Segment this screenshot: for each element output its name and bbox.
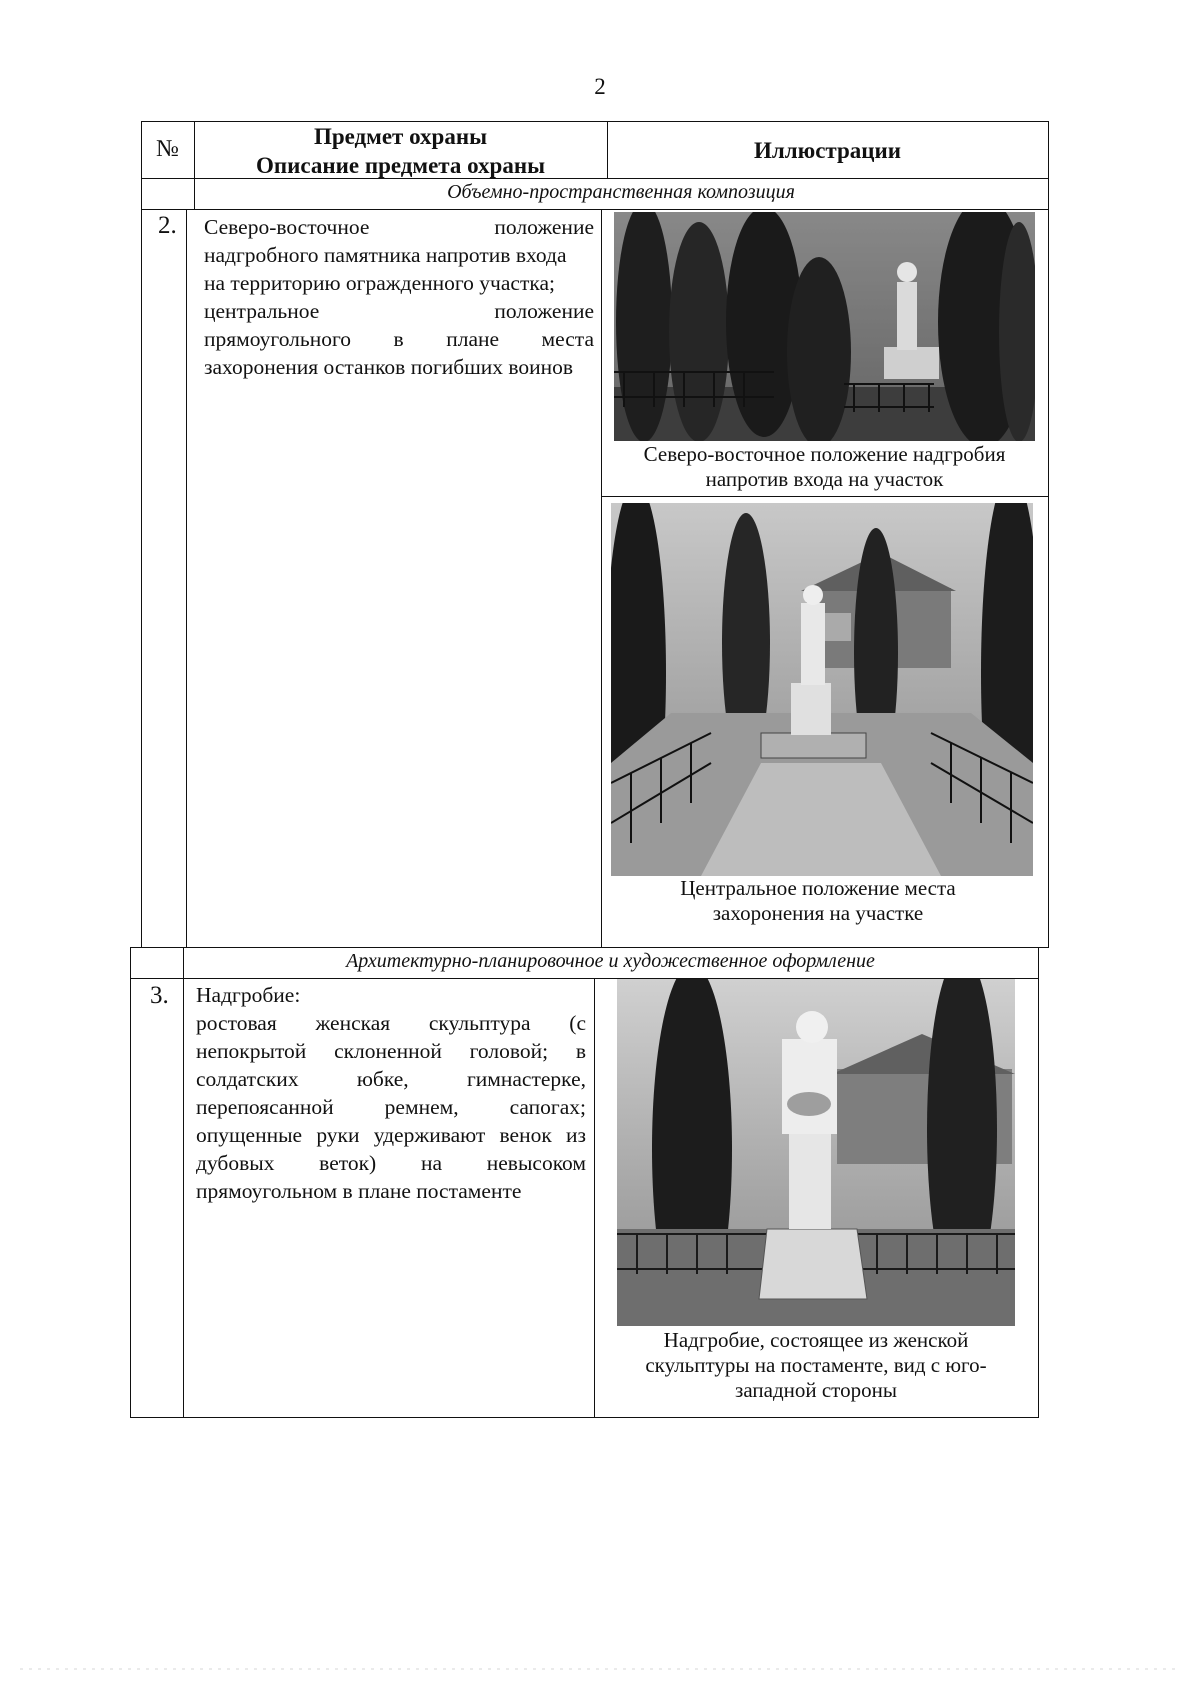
description-line: прямоугольном в плане постаменте <box>196 1179 522 1203</box>
caption-line: Надгробие, состоящее из женской <box>663 1328 969 1352</box>
image-row-divider <box>601 496 1048 497</box>
description-line: прямоугольного в плане места <box>204 327 594 351</box>
caption-line: Центральное положение места <box>680 876 956 900</box>
col-divider-num-2 <box>186 209 187 947</box>
scan-artifact <box>20 1668 1180 1670</box>
description-line: дубовых веток) на невысоком <box>196 1151 586 1175</box>
table-border-right-upper <box>1048 121 1049 948</box>
header-number: № <box>156 136 179 162</box>
row-description <box>196 981 586 1205</box>
section-title: Архитектурно-планировочное и художественное оформление <box>346 950 875 972</box>
header-subject <box>194 122 607 180</box>
caption-line: напротив входа на участок <box>705 467 944 491</box>
row-number: 3. <box>150 982 169 1009</box>
description-line: Северо-восточное положение <box>204 215 594 239</box>
caption-line: захоронения на участке <box>712 901 924 925</box>
description-line: солдатских юбке, гимнастерке, <box>196 1067 586 1091</box>
header-subject-line2: Описание предмета охраны <box>255 153 546 178</box>
photo-caption <box>601 442 1048 492</box>
section-2-bottom <box>141 947 1049 948</box>
description-line: на территорию огражденного участка; <box>204 271 555 295</box>
photo-memorial-central-icon <box>611 503 1033 876</box>
page-number: 2 <box>594 74 606 99</box>
description-line: Надгробие: <box>196 983 301 1007</box>
section-2-title-bottom <box>141 209 1049 210</box>
description-line: захоронения останков погибших воинов <box>204 355 574 379</box>
header-illustrations: Иллюстрации <box>753 138 902 163</box>
col-divider-num-3 <box>183 947 184 1418</box>
description-line: опущенные руки удерживают венок из <box>196 1123 586 1147</box>
table-border-right-lower <box>1038 947 1039 1418</box>
photo-caption <box>594 1328 1038 1403</box>
caption-line: скульптуры на постаменте, вид с юго- <box>645 1353 987 1377</box>
caption-line: западной стороны <box>735 1378 897 1402</box>
col-divider-desc-2 <box>601 209 602 947</box>
row-description <box>204 213 594 381</box>
photo-memorial-northeast-icon <box>614 212 1035 441</box>
section-title: Объемно-пространственная композиция <box>447 181 795 203</box>
description-line: непокрытой склоненной головой; в <box>196 1039 586 1063</box>
photo-sculpture-southwest-icon <box>617 979 1015 1326</box>
table-border-joint-right <box>1038 947 1049 948</box>
table-border-left-lower <box>130 947 131 1418</box>
description-line: надгробного памятника напротив входа <box>204 243 567 267</box>
description-line: центральное положение <box>204 299 594 323</box>
caption-line: Северо-восточное положение надгробия <box>643 442 1006 466</box>
row-number: 2. <box>158 212 177 239</box>
table-border-left-upper <box>141 121 142 947</box>
description-line: ростовая женская скульптура (с <box>196 1011 586 1035</box>
table-border-joint-left <box>130 947 142 948</box>
photo-caption <box>601 876 1035 926</box>
header-subject-line1: Предмет охраны <box>313 124 488 149</box>
description-line: перепоясанной ремнем, сапогах; <box>196 1095 586 1119</box>
table-border-bottom <box>130 1417 1038 1418</box>
